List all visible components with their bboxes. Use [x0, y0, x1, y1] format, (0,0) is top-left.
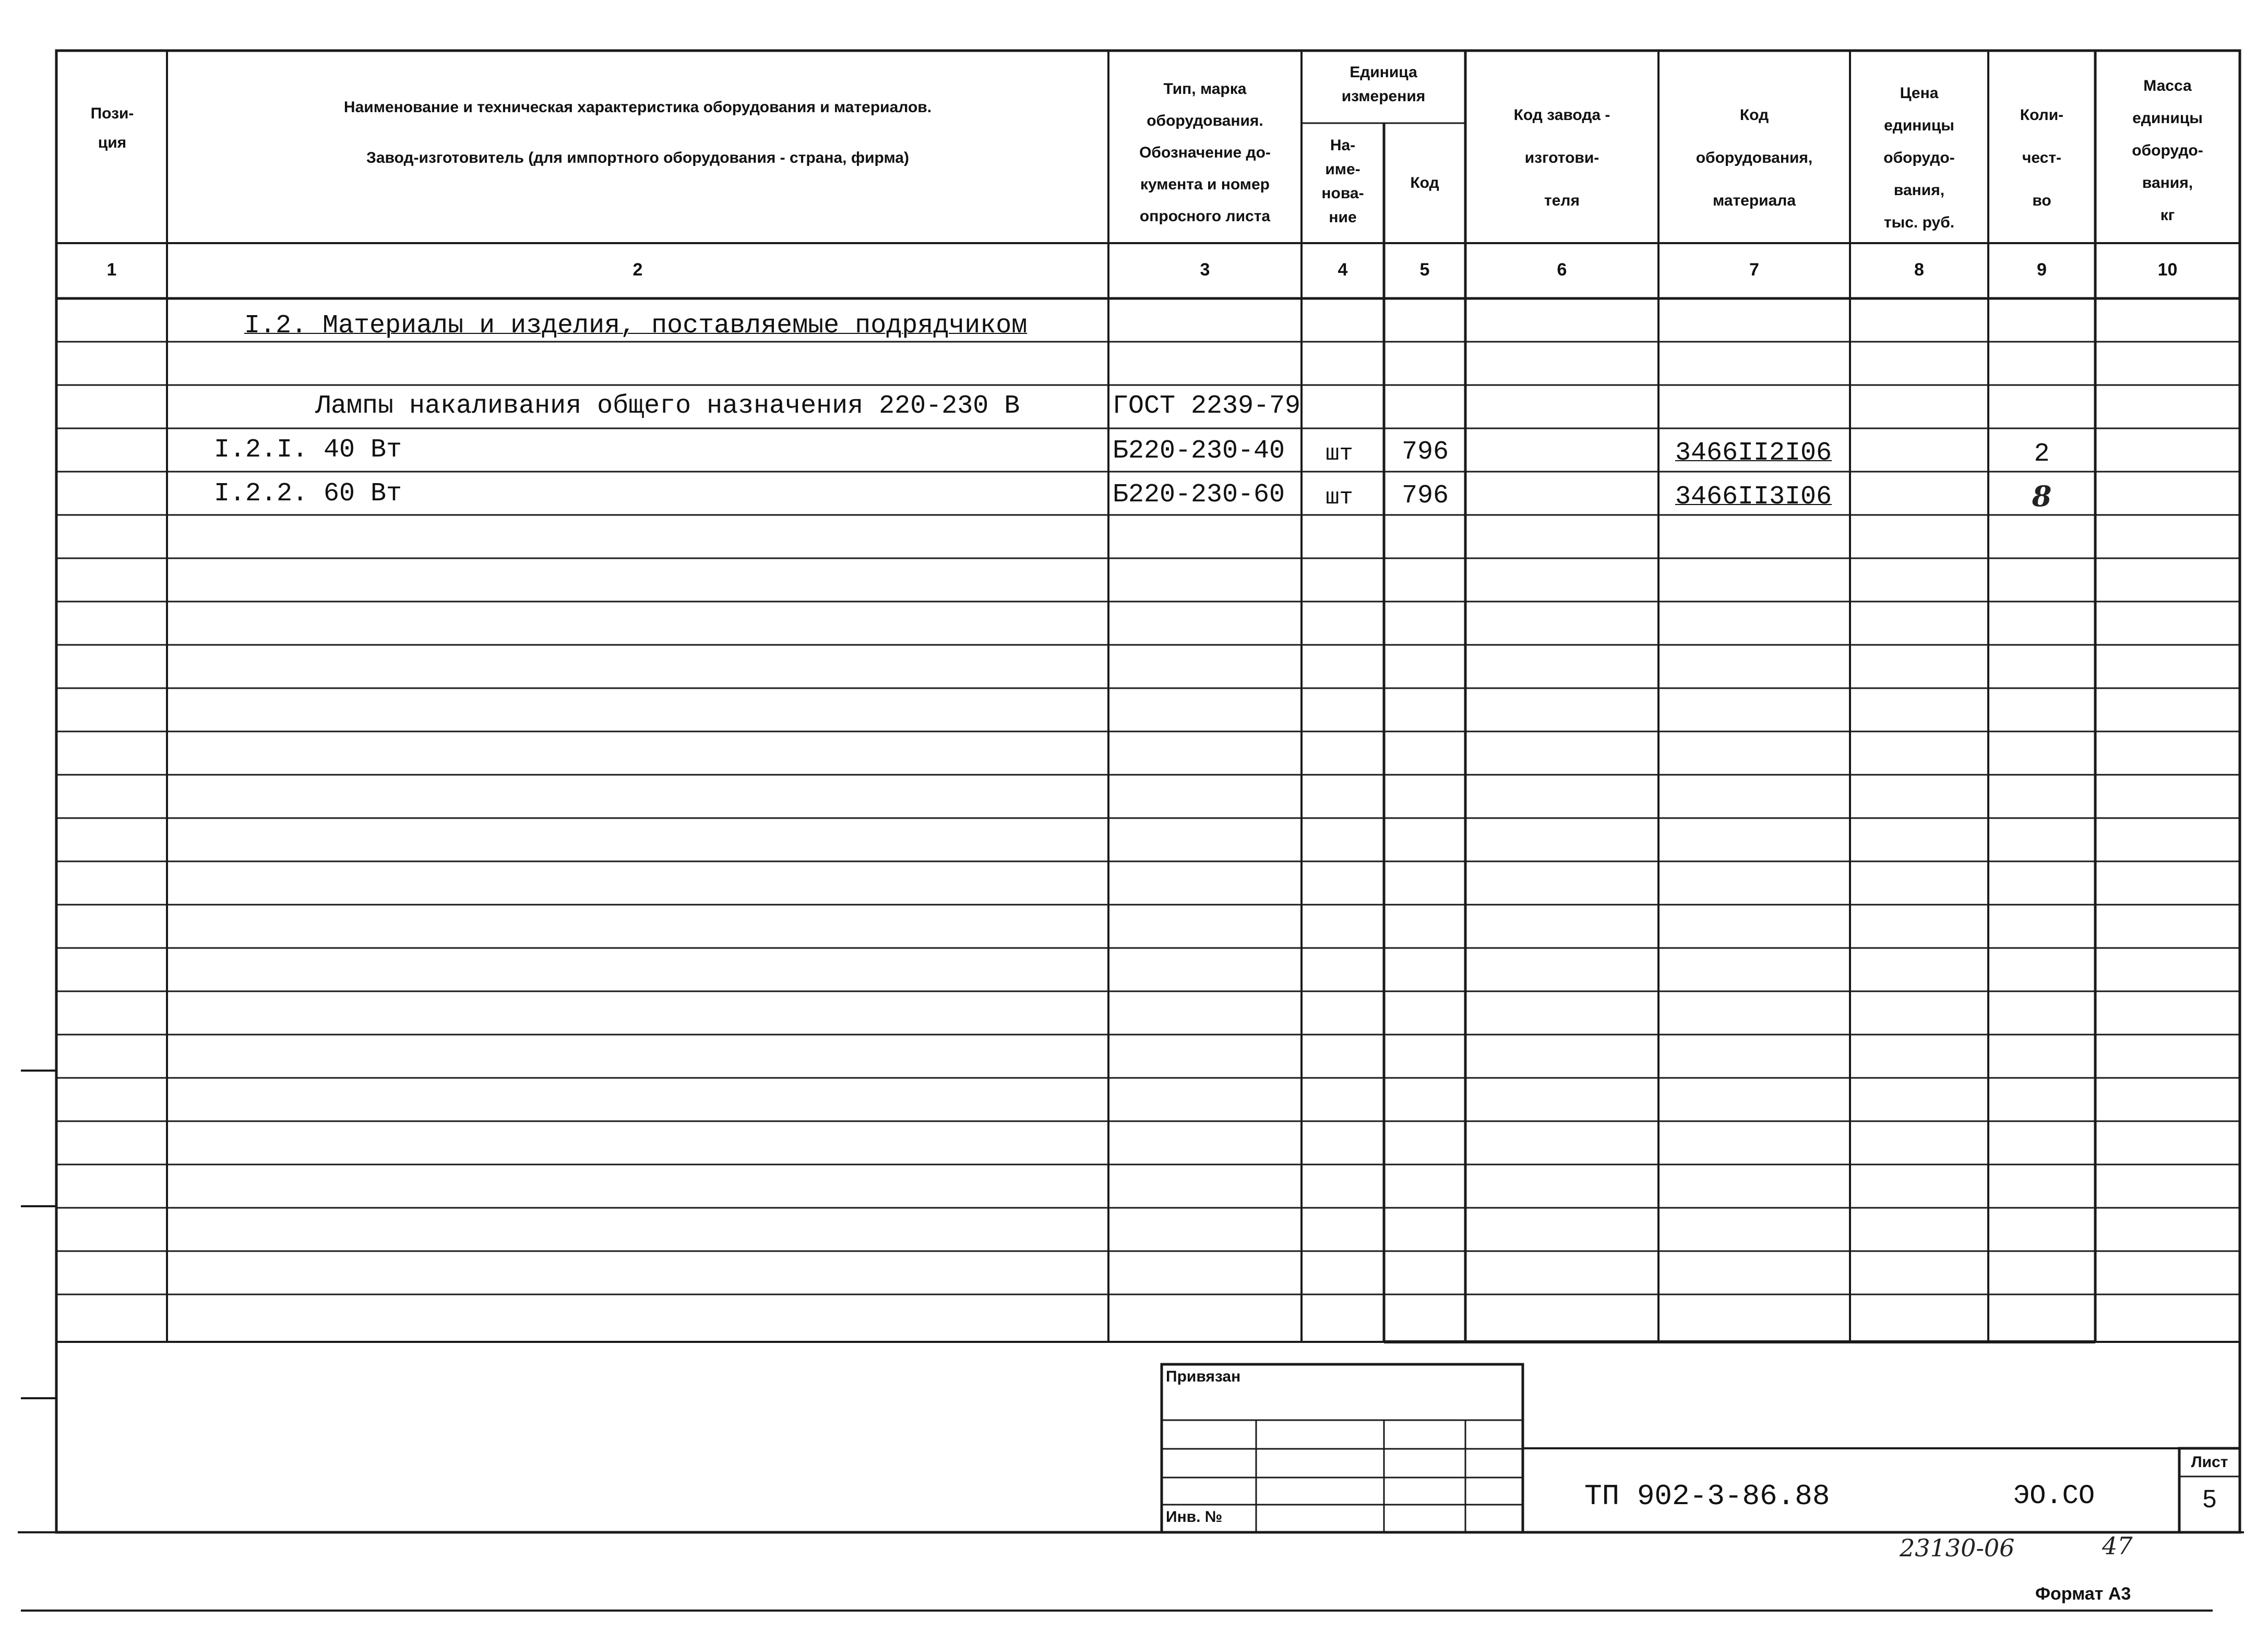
item-2-type: Б220-230-60	[1113, 480, 1285, 510]
stamp-attached-label: Привязан	[1166, 1368, 1241, 1385]
header-unit-group: Единица измерения	[1341, 64, 1426, 105]
archive-number: 23130-06	[1900, 1534, 2015, 1562]
item-1-material-code: 3466II2I06	[1675, 438, 1832, 468]
column-number-7: 7	[1749, 260, 1759, 280]
group-doc: ГОСТ 2239-79	[1113, 391, 1301, 421]
column-number-10: 10	[2157, 260, 2178, 280]
item-2-quantity: 8	[2032, 479, 2052, 513]
header-quantity: Коли- чест- во	[2020, 106, 2064, 209]
item-1-unit-code: 796	[1402, 437, 1449, 467]
sheet-label: Лист	[2191, 1454, 2228, 1471]
column-number-8: 8	[1914, 260, 1924, 280]
header-unit-name: На- име- нова- ние	[1321, 137, 1364, 226]
header-name-line2: Завод-изготовитель (для импортного оборудования - страна, фирма)	[366, 149, 909, 166]
header-mass: Масса единицы оборудо- вания, кг	[2132, 77, 2203, 224]
header-factory-code: Код завода - изготови- теля	[1513, 106, 1610, 209]
column-number-3: 3	[1200, 260, 1210, 280]
archive-page: 47	[2102, 1532, 2133, 1560]
header-unit-code: Код	[1410, 174, 1439, 191]
item-2-unit: шт	[1326, 485, 1353, 511]
header-name-line1: Наименование и техническая характеристика оборудования и материалов.	[343, 99, 932, 116]
column-number-5: 5	[1419, 260, 1430, 280]
item-1-unit: шт	[1326, 441, 1353, 467]
column-number-4: 4	[1338, 260, 1348, 280]
item-1-quantity: 2	[2034, 439, 2050, 469]
stamp-inventory-label: Инв. №	[1166, 1508, 1223, 1526]
column-number-1: 1	[106, 260, 117, 280]
item-2-name: I.2.2. 60 Вт	[214, 479, 402, 509]
column-number-2: 2	[632, 260, 643, 280]
item-2-unit-code: 796	[1402, 481, 1449, 511]
section-title: I.2. Материалы и изделия, поставляемые подрядчиком	[244, 311, 1028, 341]
sheet-number: 5	[2202, 1485, 2217, 1513]
header-position: Пози- ция	[90, 105, 134, 151]
item-1-type: Б220-230-40	[1113, 436, 1285, 466]
header-price: Цена единицы оборудо- вания, тыс. руб.	[1883, 85, 1955, 231]
header-material-code: Код оборудования, материала	[1696, 106, 1813, 209]
paper-format: Формат А3	[2035, 1584, 2131, 1604]
item-1-name: I.2.I. 40 Вт	[214, 435, 402, 465]
document-number: ТП 902-3-86.88	[1584, 1480, 1830, 1513]
column-number-9: 9	[2037, 260, 2047, 280]
group-name: Лампы накаливания общего назначения 220-230 В	[315, 391, 1020, 421]
header-type: Тип, марка оборудования. Обозначение до- кумента и номер опросного листа	[1139, 80, 1271, 225]
document-code: ЭО.СО	[2013, 1481, 2095, 1511]
item-2-material-code: 3466II3I06	[1675, 482, 1832, 512]
column-number-6: 6	[1557, 260, 1567, 280]
